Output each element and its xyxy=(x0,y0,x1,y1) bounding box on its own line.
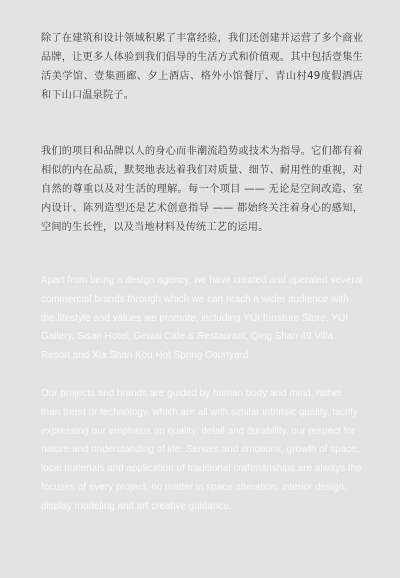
chinese-paragraph-philosophy: 我们的项目和品牌以人的身心而非潮流趋势或技术为指导。它们都有着相似的内在品质，默契地表达着我们对质量、细节、耐用性的重视，对自然的尊重以及对生活的理解。每一个项目 —— 无论是空间改造、室内设计、陈列造型还是艺术创意指导 —— 都始终关注着身心的感知，空间的生长性，以及当地材料及传统工艺的运用。 xyxy=(41,146,363,233)
english-paragraph-philosophy: Our projects and brands are guided by human body and mind, rather than trend or technology, which are all with similar intrinsic quality, tacitly expressing our emphasis on quality, detail and durability, our respect for nature and understanding of life. Senses and emotions, growth of space, local materials and application of traditional craftmanships are always the focuses of every project, no matter in space alteration, interior design, display modeling and art creative guidance. xyxy=(41,388,362,512)
chinese-paragraph-brands: 除了在建筑和设计领域积累了丰富经验，我们还创建并运营了多个商业品牌，让更多人体验到我们倡导的生活方式和价值观。其中包括壹集生活美学馆、壹集画廊、夕上酒店、格外小馆餐厅、青山村49度假酒店和下山口温泉院子。 xyxy=(41,33,363,101)
english-paragraph-brands: Apart from being a design agency, we have created and operated several commercial brands through which we can reach a wider audience with the lifestyle and values we promote, including YIJI furniture Store, YIJI Gallery, Sisan Hotel, Gewai Cafe & Restaurant, Qing Shan 49 Villa Resort and Xia Shan Kou Hot Spring Courtyard. xyxy=(41,275,363,362)
